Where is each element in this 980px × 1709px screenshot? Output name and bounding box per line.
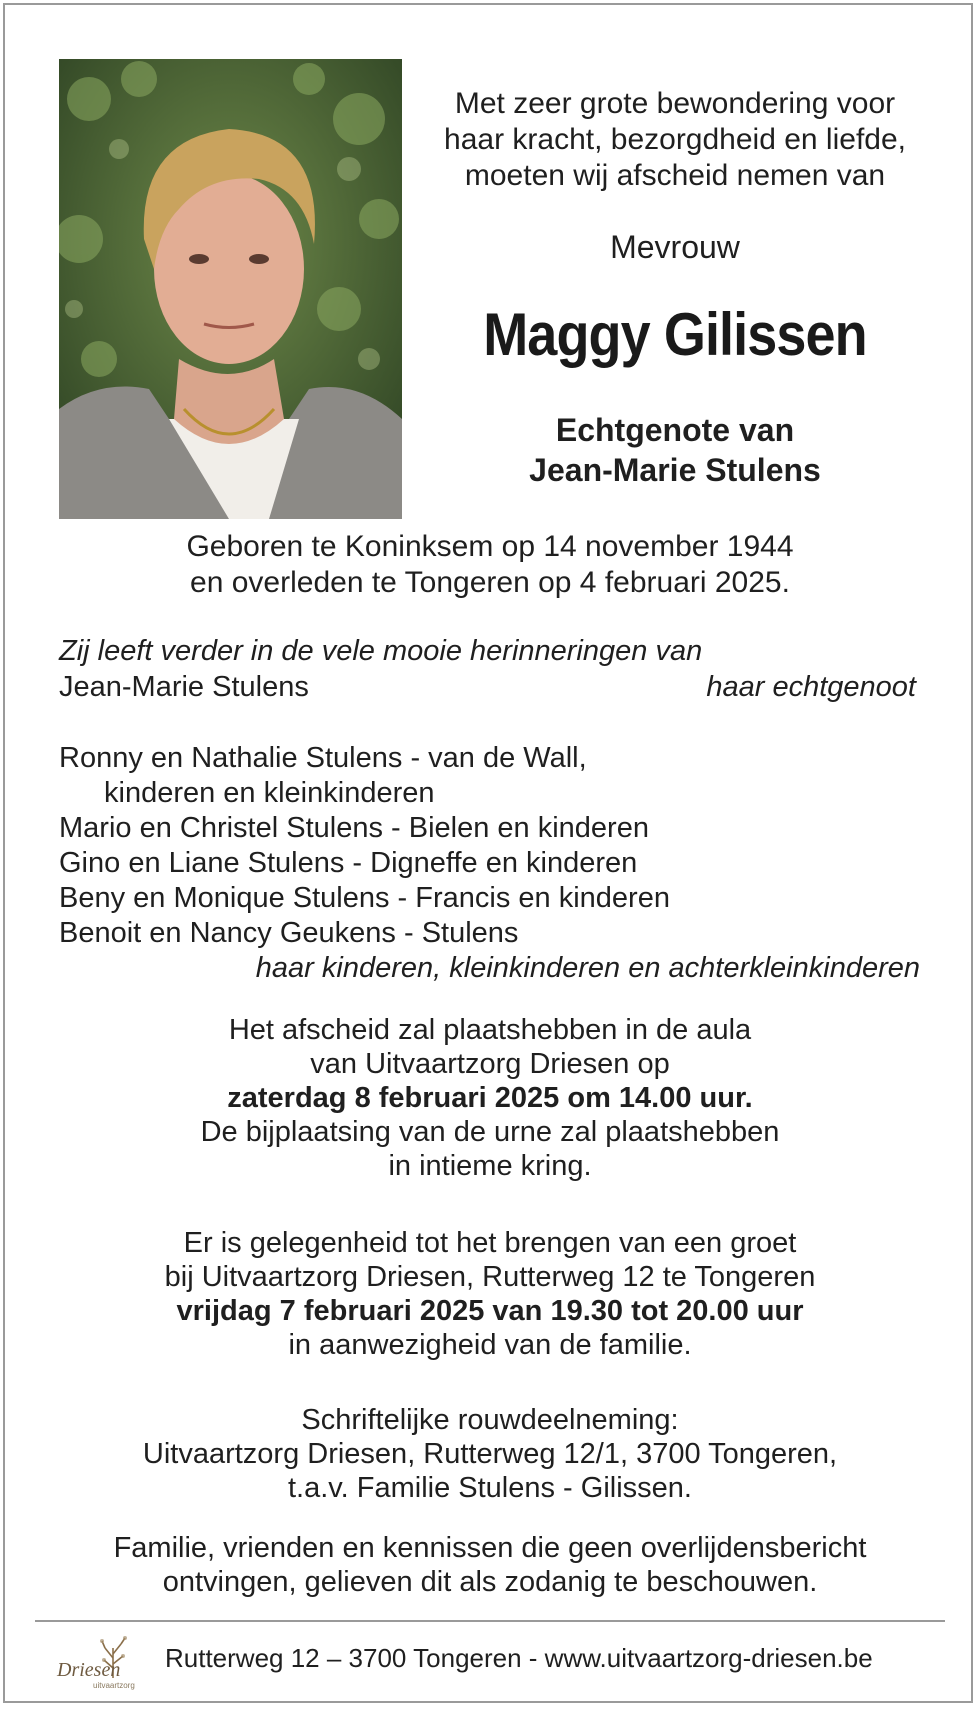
memory-intro: Zij leeft verder in de vele mooie herinneringen van <box>59 635 703 667</box>
logo-word: Driesen <box>57 1659 121 1681</box>
farewell-line: Het afscheid zal plaatshebben in de aula <box>228 1014 752 1046</box>
family-line: Benoit en Nancy Geukens - Stulens <box>59 917 519 949</box>
intro-text <box>410 86 940 194</box>
intro-line: haar kracht, bezorgdheid en liefde, <box>444 123 906 156</box>
family-line: Ronny en Nathalie Stulens - van de Wall, <box>59 742 587 774</box>
farewell-date: zaterdag 8 februari 2025 om 14.00 uur. <box>227 1082 753 1114</box>
children-role: haar kinderen, kleinkinderen en achterkleinkinderen <box>255 952 920 984</box>
family-line: kinderen en kleinkinderen <box>104 777 435 809</box>
honorific: Mevrouw <box>610 229 740 265</box>
condolence-line: Schriftelijke rouwdeelneming: <box>301 1404 679 1436</box>
notice-line: ontvingen, gelieven dit als zodanig te beschouwen. <box>162 1566 818 1598</box>
intro-line: moeten wij afscheid nemen van <box>464 159 886 192</box>
condolence-line: Uitvaartzorg Driesen, Rutterweg 12/1, 3700 Tongeren, <box>142 1438 838 1470</box>
farewell-info <box>0 1013 980 1183</box>
notice-line: Familie, vrienden en kennissen die geen overlijdensbericht <box>113 1532 867 1564</box>
birth-line: Geboren te Koninksem op 14 november 1944 <box>186 530 794 563</box>
farewell-line: van Uitvaartzorg Driesen op <box>310 1048 670 1080</box>
spouse-heading <box>410 410 940 490</box>
farewell-line: De bijplaatsing van de urne zal plaatshebben <box>200 1116 780 1148</box>
notice-text <box>0 1531 980 1599</box>
footer-divider <box>35 1620 945 1622</box>
greeting-line: Er is gelegenheid tot het brengen van een groet <box>183 1227 797 1259</box>
intro-line: Met zeer grote bewondering voor <box>454 87 896 120</box>
greeting-date: vrijdag 7 februari 2025 van 19.30 tot 20.00 uur <box>176 1295 804 1327</box>
greeting-line: bij Uitvaartzorg Driesen, Rutterweg 12 te Tongeren <box>164 1261 816 1293</box>
birth-death-info <box>0 529 980 601</box>
spouse-name: Jean-Marie Stulens <box>529 452 821 488</box>
spouse-relation: Echtgenote van <box>555 412 795 448</box>
family-line: Beny en Monique Stulens - Francis en kinderen <box>59 882 670 914</box>
deceased-name: Maggy Gilissen <box>483 301 867 368</box>
death-line: en overleden te Tongeren op 4 februari 2025. <box>190 566 790 599</box>
driesen-logo <box>55 1630 150 1696</box>
greeting-line: in aanwezigheid van de familie. <box>288 1329 692 1361</box>
family-line: Gino en Liane Stulens - Digneffe en kinderen <box>59 847 638 879</box>
condolence-info <box>0 1403 980 1505</box>
family-line: Mario en Christel Stulens - Bielen en kinderen <box>59 812 649 844</box>
spouse-entry-role: haar echtgenoot <box>706 671 916 703</box>
spouse-entry-name: Jean-Marie Stulens <box>59 671 309 703</box>
portrait-photo <box>59 59 402 519</box>
logo-tagline: uitvaartzorg <box>93 1681 135 1690</box>
footer-address: Rutterweg 12 – 3700 Tongeren - www.uitvaartzorg-driesen.be <box>165 1643 873 1673</box>
farewell-line: in intieme kring. <box>388 1150 592 1182</box>
condolence-line: t.a.v. Familie Stulens - Gilissen. <box>288 1472 692 1504</box>
greeting-info <box>0 1226 980 1362</box>
